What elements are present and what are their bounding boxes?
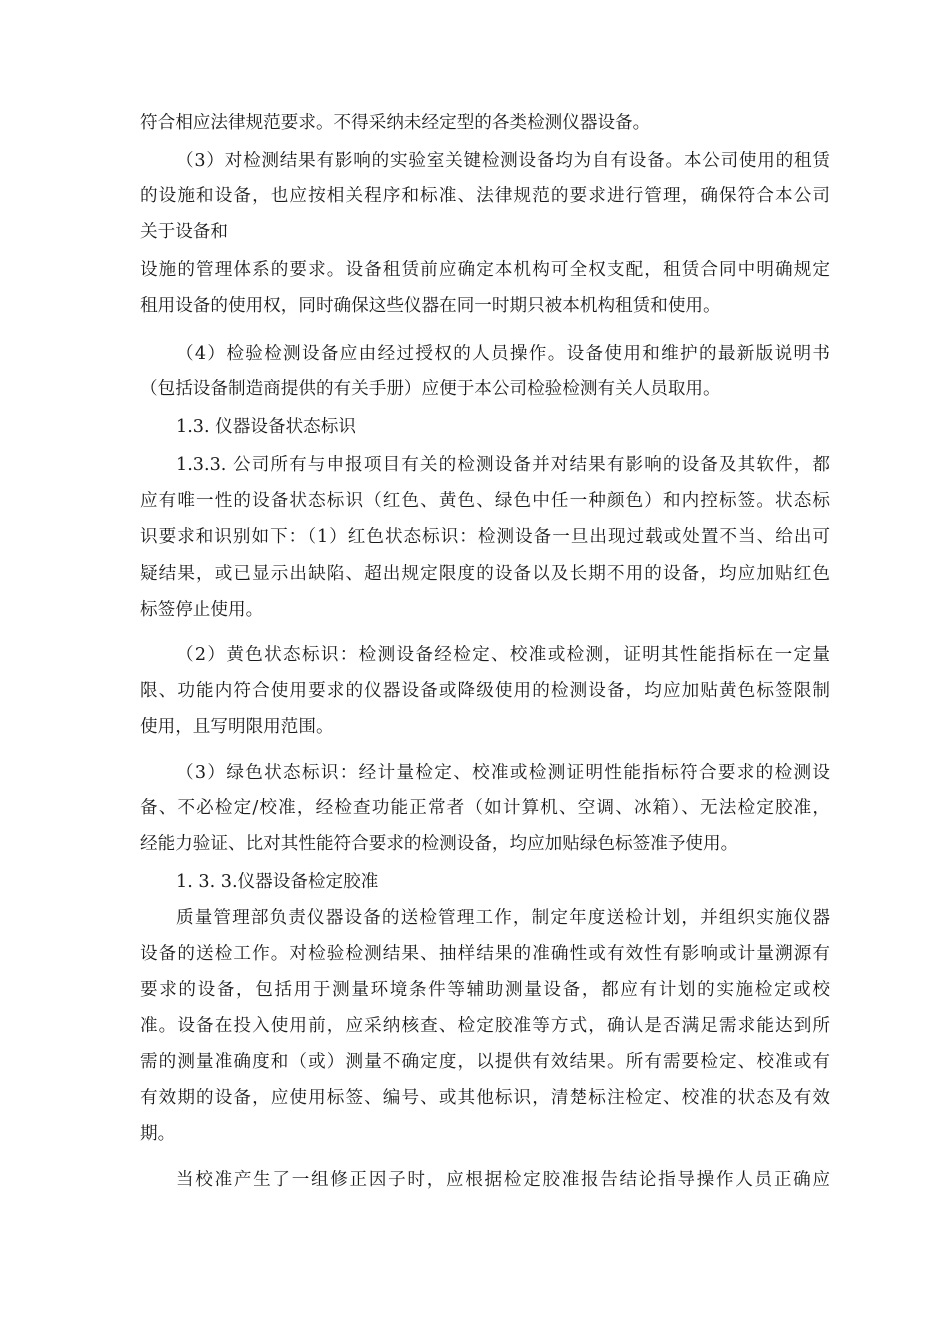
text-line: 疑结果，或已显示出缺陷、超出规定限度的设备以及长期不用的设备，均应加贴红色 <box>140 564 830 584</box>
text-line: 1.3.3. 公司所有与申报项目有关的检测设备并对结果有影响的设备及其软件，都 <box>176 455 830 475</box>
text-line: 使用，且写明限用范围。 <box>140 717 334 737</box>
section-heading: 1.3. 仪器设备状态标识 <box>176 417 356 437</box>
text-line: 应有唯一性的设备状态标识（红色、黄色、绿色中任一种颜色）和内控标签。状态标 <box>140 491 830 511</box>
text-line: 标签停止使用。 <box>140 600 264 620</box>
text-line: 的设施和设备，也应按相关程序和标准、法律规范的要求进行管理，确保符合本公司 <box>140 186 830 206</box>
text-line: （4）检验检测设备应由经过授权的人员操作。设备使用和维护的最新版说明书 <box>176 344 830 364</box>
text-line: （2）黄色状态标识：检测设备经检定、校准或检测，证明其性能指标在一定量 <box>176 645 830 665</box>
text-line: 准。设备在投入使用前，应采纳核查、检定胶准等方式，确认是否满足需求能达到所 <box>140 1016 830 1036</box>
text-line: 经能力验证、比对其性能符合要求的检测设备，均应加贴绿色标签准予使用。 <box>140 834 739 854</box>
text-line: 限、功能内符合使用要求的仪器设备或降级使用的检测设备，均应加贴黄色标签限制 <box>140 681 830 701</box>
text-line: 关于设备和 <box>140 222 228 242</box>
text-line: 要求的设备，包括用于测量环境条件等辅助测量设备，都应有计划的实施检定或校 <box>140 980 830 1000</box>
text-line: 当校准产生了一组修正因子时，应根据检定胶准报告结论指导操作人员正确应 <box>176 1170 830 1190</box>
text-line: 租用设备的使用权，同时确保这些仪器在同一时期只被本机构租赁和使用。 <box>140 296 721 316</box>
text-line: （包括设备制造商提供的有关手册）应便于本公司检验检测有关人员取用。 <box>140 379 721 399</box>
text-line: 有效期的设备，应使用标签、编号、或其他标识，清楚标注检定、校准的状态及有效 <box>140 1088 830 1108</box>
text-line: 符合相应法律规范要求。不得采纳未经定型的各类检测仪器设备。 <box>140 113 651 133</box>
text-line: 期。 <box>140 1124 176 1144</box>
text-line: 备、不必检定/校准，经检查功能正常者（如计算机、空调、冰箱）、无法检定胶准， <box>140 798 830 818</box>
text-line: 需的测量准确度和（或）测量不确定度，以提供有效结果。所有需要检定、校准或有 <box>140 1052 830 1072</box>
text-line: （3）对检测结果有影响的实验室关键检测设备均为自有设备。本公司使用的租赁 <box>176 151 830 171</box>
text-line: 质量管理部负责仪器设备的送检管理工作，制定年度送检计划，并组织实施仪器 <box>176 908 830 928</box>
text-line: （3）绿色状态标识：经计量检定、校准或检测证明性能指标符合要求的检测设 <box>176 763 830 783</box>
text-line: 设施的管理体系的要求。设备租赁前应确定本机构可全权支配，租赁合同中明确规定 <box>140 260 830 280</box>
text-line: 设备的送检工作。对检验检测结果、抽样结果的准确性或有效性有影响或计量溯源有 <box>140 944 830 964</box>
section-heading: 1. 3. 3.仪器设备检定胶准 <box>176 872 379 892</box>
text-line: 识要求和识别如下：（1）红色状态标识：检测设备一旦出现过载或处置不当、给出可 <box>140 527 830 547</box>
